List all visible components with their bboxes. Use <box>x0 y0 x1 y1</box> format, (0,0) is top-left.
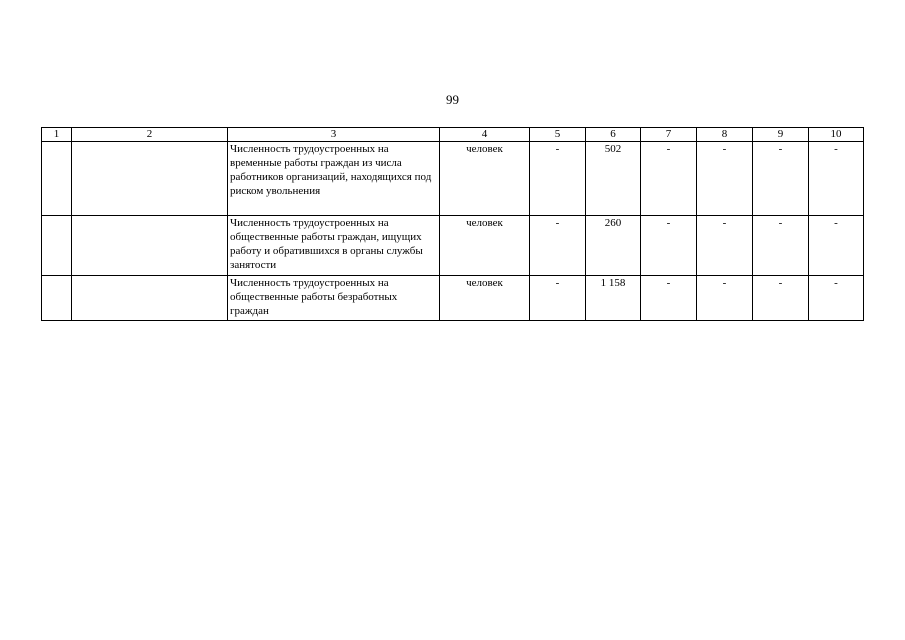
unit-cell: человек <box>440 142 530 216</box>
value-cell: - <box>809 142 864 216</box>
unit-cell: человек <box>440 216 530 276</box>
value-cell: - <box>697 276 753 321</box>
value-cell: 1 158 <box>586 276 641 321</box>
table-cell <box>72 142 228 216</box>
table-row <box>42 216 864 276</box>
value-cell: - <box>753 216 809 276</box>
indicator-cell: Численность трудоустроенных на общественные работы безработных граждан <box>228 276 440 321</box>
value-cell: - <box>697 142 753 216</box>
table-row <box>42 276 864 321</box>
table-row <box>42 142 864 216</box>
column-number-cell: 3 <box>228 128 440 142</box>
column-number-cell: 5 <box>530 128 586 142</box>
table-cell <box>72 276 228 321</box>
value-cell: - <box>641 142 697 216</box>
column-number-cell: 9 <box>753 128 809 142</box>
value-cell: - <box>753 142 809 216</box>
column-number-cell: 8 <box>697 128 753 142</box>
column-number-cell: 6 <box>586 128 641 142</box>
value-cell: - <box>530 276 586 321</box>
value-cell: - <box>530 142 586 216</box>
table-cell <box>42 276 72 321</box>
column-number-row <box>42 128 864 142</box>
value-cell: - <box>641 276 697 321</box>
indicator-cell: Численность трудоустроенных на общественные работы граждан, ищущих работу и обратившихся в органы службы занятости <box>228 216 440 276</box>
column-number-cell: 2 <box>72 128 228 142</box>
table-cell <box>42 142 72 216</box>
page-number: 99 <box>446 92 459 107</box>
data-table <box>41 127 864 321</box>
unit-cell: человек <box>440 276 530 321</box>
value-cell: - <box>641 216 697 276</box>
value-cell: 502 <box>586 142 641 216</box>
column-number-cell: 10 <box>809 128 864 142</box>
value-cell: 260 <box>586 216 641 276</box>
value-cell: - <box>753 276 809 321</box>
value-cell: - <box>697 216 753 276</box>
table-cell <box>42 216 72 276</box>
table-cell <box>72 216 228 276</box>
value-cell: - <box>809 216 864 276</box>
column-number-cell: 1 <box>42 128 72 142</box>
value-cell: - <box>809 276 864 321</box>
column-number-cell: 7 <box>641 128 697 142</box>
value-cell: - <box>530 216 586 276</box>
indicator-cell: Численность трудоустроенных на временные работы граждан из числа работников организаций, находящихся под риском увольнения <box>228 142 440 216</box>
column-number-cell: 4 <box>440 128 530 142</box>
